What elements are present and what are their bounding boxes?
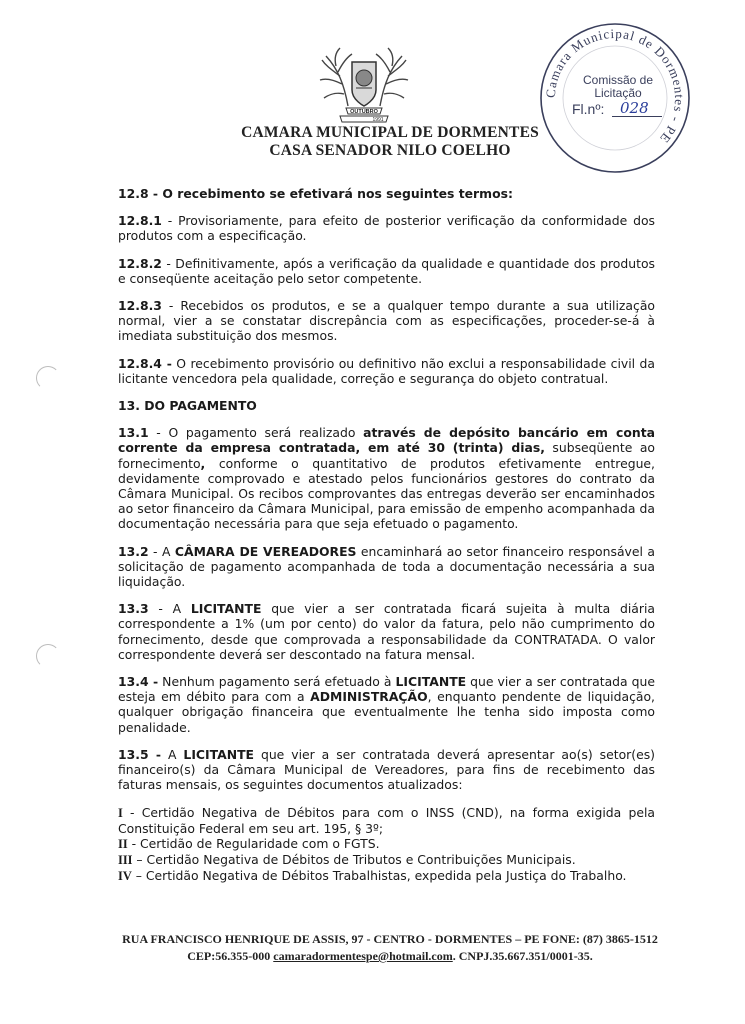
hole-punch-mark bbox=[36, 644, 60, 668]
document-body bbox=[118, 186, 655, 885]
clause-text: - O pagamento será realizado bbox=[148, 425, 364, 441]
footer-email-link[interactable]: camaradormentespe@hotmail.com bbox=[273, 949, 453, 963]
clause-text: subseqüente ao fornecimento bbox=[118, 440, 655, 471]
footer-cep: CEP:56.355-000 bbox=[187, 949, 274, 963]
clause-text: encaminhará ao setor financeiro responsável a solicitação de pagamento acompanhada de toda a documentação necessária a sua liquidação. bbox=[118, 543, 655, 590]
clause-12-8-1 bbox=[118, 213, 655, 243]
clause-12-8 bbox=[118, 186, 655, 201]
clause-12-8-3 bbox=[118, 298, 655, 344]
hole-punch-mark bbox=[36, 366, 60, 390]
clause-text: - Provisoriamente, para efeito de posterior verificação da conformidade dos produtos com a especificação. bbox=[118, 213, 655, 244]
stamp-underline bbox=[612, 116, 662, 117]
clause-13-3 bbox=[118, 601, 655, 662]
clause-emphasis: ADMINISTRAÇÃO bbox=[310, 689, 428, 705]
clause-number: 13.5 - bbox=[118, 746, 162, 762]
clause-number: 13.2 bbox=[118, 543, 149, 559]
list-item bbox=[118, 805, 655, 836]
list-item-numeral: III bbox=[118, 853, 133, 868]
institution-title: CAMARA MUNICIPAL DE DORMENTES bbox=[241, 124, 539, 141]
clause-text: que vier a ser contratada deverá apresentar ao(s) setor(es) financeiro(s) da Câmara Municipal de Vereadores, para fins de recebimento das faturas mensais, os seguintes documentos atualizados: bbox=[118, 746, 655, 793]
clause-text: Nenhum pagamento será efetuado à bbox=[158, 674, 396, 690]
clause-emphasis: através de depósito bancário em conta corrente da empresa contratada, em até 30 (trinta) dias, bbox=[118, 425, 655, 456]
clause-text: que vier a ser contratada ficará sujeita à multa diária correspondente a 1% (um por cento) do valor da fatura, pelo não cumprimento do fornecimento, desde que comprovada a responsabilidade da CONTRATADA. O valor correspondente deverá ser descontado na fatura mensal. bbox=[118, 601, 656, 662]
stamp-ring-text: Camara Municipal de Dormentes - PE bbox=[542, 25, 688, 147]
clause-number: 12.8 - bbox=[118, 186, 159, 201]
clause-text: O recebimento provisório ou definitivo não exclui a responsabilidade civil da licitante vencedora pela qualidade, correção e segurança do objeto contratual. bbox=[118, 355, 655, 386]
logo-year-text: 1991 bbox=[372, 117, 384, 123]
clause-12-8-4 bbox=[118, 356, 655, 386]
clause-text: , enquanto pendente de liquidação, qualquer obrigação financeira que eventualmente lhe tenha sido imposta como penalidade. bbox=[118, 689, 655, 735]
clause-emphasis: CÂMARA DE VEREADORES bbox=[174, 543, 357, 559]
logo-banner-text: OUTUBRO bbox=[350, 109, 378, 115]
clause-text: conforme o quantitativo de produtos efetivamente entregue, devidamente comprovado e atestado pelos funcionários gestores do contrato da Câmara Municipal. Os recibos comprovantes das entregas deverão ser encaminhados ao setor financeiro da Câmara Municipal, para emissão de empenho acompanhada da documentação necessária para que seja efetuado o pagamento. bbox=[118, 455, 655, 532]
clause-text: - A bbox=[148, 543, 175, 559]
section-heading-pagamento: 13. DO PAGAMENTO bbox=[118, 398, 257, 414]
clause-emphasis: LICITANTE bbox=[395, 674, 467, 690]
clause-number: 12.8.4 - bbox=[118, 355, 172, 371]
clause-emphasis: , bbox=[200, 455, 206, 471]
clause-emphasis: LICITANTE bbox=[190, 601, 262, 617]
list-item bbox=[118, 868, 655, 884]
clause-number: 12.8.1 bbox=[118, 213, 162, 229]
clause-13-5 bbox=[118, 747, 655, 793]
clause-text: - A bbox=[148, 601, 191, 617]
list-item-numeral: I bbox=[118, 805, 123, 820]
clause-13-1 bbox=[118, 425, 655, 531]
list-item bbox=[118, 836, 655, 852]
clause-text: O recebimento se efetivará nos seguintes termos: bbox=[162, 186, 513, 201]
clause-text: - Recebidos os produtos, e se a qualquer tempo durante a sua utilização normal, vier a se constatar discrepância com as especificações, proceder-se-á à imediata substituição dos mesmos. bbox=[118, 298, 655, 344]
institution-subtitle: CASA SENADOR NILO COELHO bbox=[269, 142, 511, 159]
clause-number: 12.8.2 bbox=[118, 255, 162, 271]
clause-number: 13.3 bbox=[118, 601, 149, 617]
clause-text: que vier a ser contratada que esteja em débito para com a bbox=[118, 674, 655, 705]
footer-cnpj: . CNPJ.35.667.351/0001-35. bbox=[452, 949, 593, 963]
stamp-page-number: 028 bbox=[620, 99, 649, 117]
clause-number: 13.1 bbox=[118, 425, 149, 441]
clause-13-2 bbox=[118, 544, 655, 590]
clause-emphasis: LICITANTE bbox=[183, 746, 254, 762]
list-item-text: - Certidão Negativa de Débitos para com o INSS (CND), na forma exigida pela Constituição Federal em seu art. 195, § 3º; bbox=[118, 804, 655, 836]
list-item-numeral: II bbox=[118, 836, 128, 851]
clause-text: - Definitivamente, após a verificação da qualidade e quantidade dos produtos e conseqüente aceitação pelo setor competente. bbox=[118, 255, 655, 286]
clause-text: A bbox=[161, 746, 184, 762]
clause-number: 12.8.3 bbox=[118, 298, 162, 314]
list-item-numeral: IV bbox=[118, 869, 132, 884]
stamp-page-label: Fl.nº: bbox=[572, 101, 605, 117]
list-item-text: - Certidão de Regularidade com o FGTS. bbox=[127, 835, 380, 851]
stamp-line1: Comissão de bbox=[582, 73, 654, 87]
coat-of-arms-logo bbox=[318, 44, 410, 126]
stamp-line2: Licitação bbox=[594, 86, 642, 100]
footer-contact bbox=[90, 949, 690, 964]
clause-number: 13.4 - bbox=[118, 674, 159, 690]
list-item-text: – Certidão Negativa de Débitos Trabalhistas, expedida pela Justiça do Trabalho. bbox=[131, 868, 627, 884]
clause-12-8-2 bbox=[118, 256, 655, 286]
list-item-text: – Certidão Negativa de Débitos de Tributos e Contribuições Municipais. bbox=[132, 852, 576, 868]
list-item bbox=[118, 852, 655, 868]
footer-address: RUA FRANCISCO HENRIQUE DE ASSIS, 97 - CENTRO - DORMENTES – PE FONE: (87) 3865-1512 bbox=[122, 932, 658, 946]
required-documents-list bbox=[118, 805, 655, 885]
clause-13-4 bbox=[118, 674, 655, 735]
